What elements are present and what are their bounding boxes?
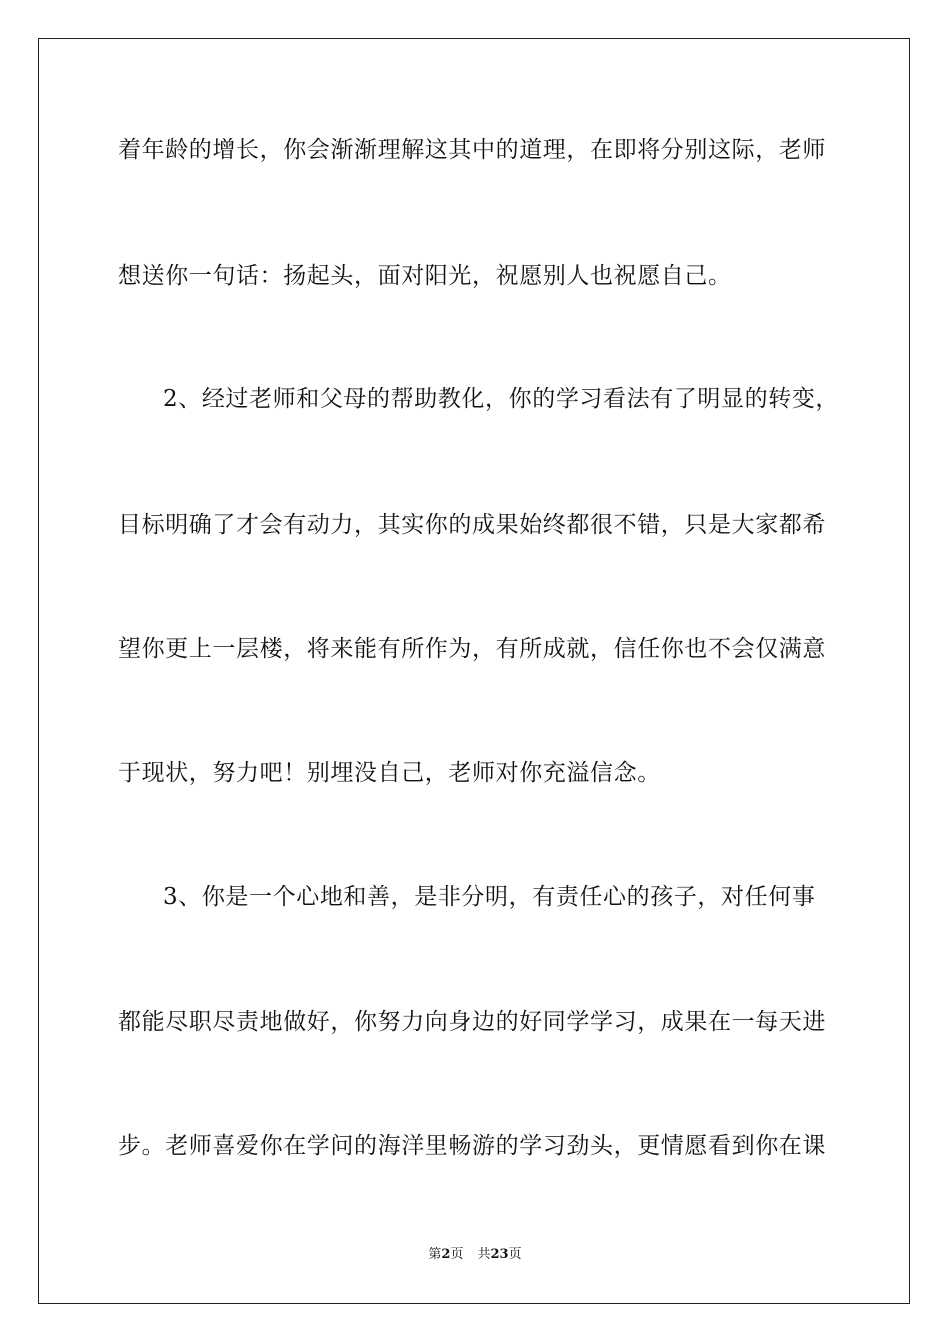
total-label-suffix: 页 [508,1247,522,1262]
paragraph-3-line-1: 3、你是一个心地和善，是非分明，有责任心的孩子，对任何事 [163,884,816,910]
page-number: 2 [441,1247,451,1262]
page-footer [0,1247,950,1263]
text-line-2: 想送你一句话：扬起头，面对阳光，祝愿别人也祝愿自己。 [118,263,732,289]
total-pages: 23 [490,1247,509,1262]
page-border [38,38,910,1304]
paragraph-3-line-2: 都能尽职尽责地做好，你努力向身边的好同学学习，成果在一每天进 [118,1009,826,1035]
paragraph-2-line-4: 于现状，努力吧！别埋没自己，老师对你充溢信念。 [118,760,661,786]
text-line-1: 着年龄的增长，你会渐渐理解这其中的道理，在即将分别这际，老师 [118,137,826,163]
page-label-prefix: 第 [428,1247,442,1262]
paragraph-2-line-1: 2、经过老师和父母的帮助教化，你的学习看法有了明显的转变， [163,386,840,412]
paragraph-2-line-3: 望你更上一层楼，将来能有所作为，有所成就，信任你也不会仅满意 [118,636,826,662]
page-label-suffix: 页 [450,1247,464,1262]
total-label-prefix: 共 [477,1247,491,1262]
paragraph-3-line-3: 步。老师喜爱你在学问的海洋里畅游的学习劲头，更情愿看到你在课 [118,1133,826,1159]
paragraph-2-line-2: 目标明确了才会有动力，其实你的成果始终都很不错，只是大家都希 [118,512,826,538]
